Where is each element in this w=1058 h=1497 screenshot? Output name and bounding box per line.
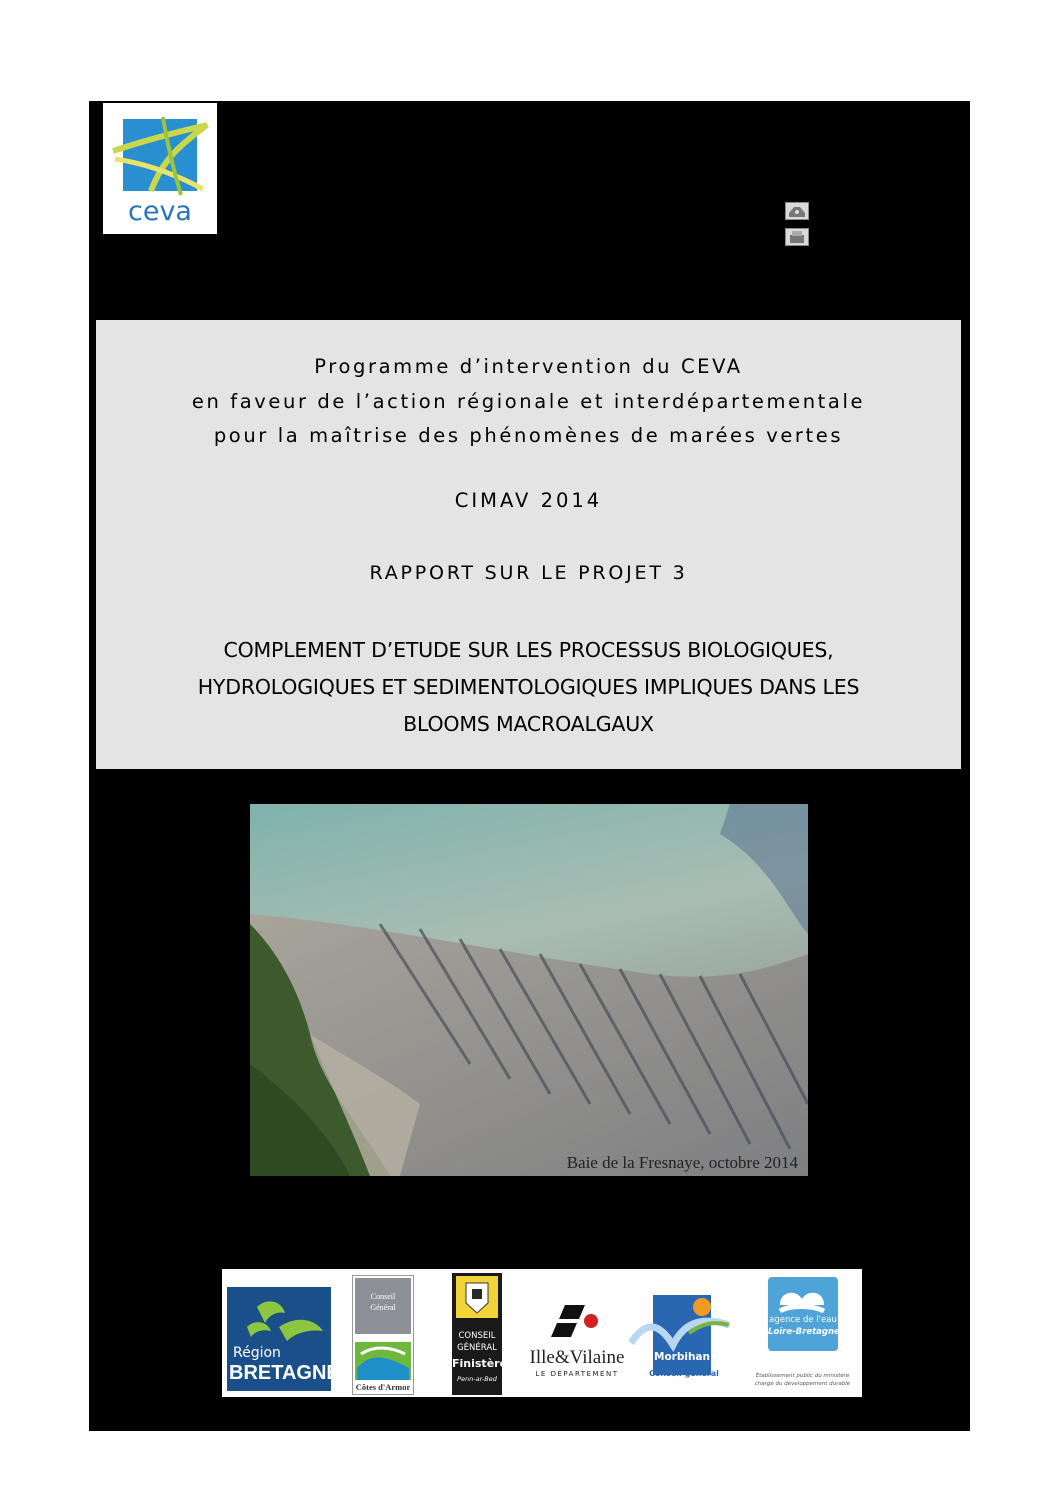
region-bretagne-logo bbox=[227, 1287, 340, 1391]
subject-line-3: BLOOMS MACROALGAUX bbox=[403, 712, 654, 736]
morbihan-label: Morbihan bbox=[654, 1351, 710, 1363]
programme-title bbox=[96, 350, 961, 454]
programme-line-3: pour la maîtrise des phénomènes de marées vertes bbox=[213, 424, 844, 447]
fax-icon bbox=[785, 228, 809, 246]
penn-ar-bed-label: Penn-ar-Bed bbox=[457, 1375, 497, 1383]
agence-ministere-label: chargé du développement durable bbox=[754, 1381, 851, 1387]
subject-line-1: COMPLEMENT D’ETUDE SUR LES PROCESSUS BIOLOGIQUES, bbox=[223, 638, 834, 662]
ceva-logo bbox=[103, 103, 217, 234]
cimav-year: CIMAV 2014 bbox=[454, 489, 603, 512]
photo-caption: Baie de la Fresnaye, octobre 2014 bbox=[566, 1153, 798, 1172]
partner-logos bbox=[222, 1269, 862, 1397]
cover-page bbox=[89, 101, 970, 1431]
cotes-armor-logo bbox=[352, 1275, 414, 1395]
subject-line-2: HYDROLOGIQUES ET SEDIMENTOLOGIQUES IMPLIQUES DANS LES bbox=[197, 675, 860, 699]
region-label: Région bbox=[233, 1345, 281, 1361]
phone-icon bbox=[785, 202, 809, 220]
ceva-wordmark: ceva bbox=[128, 196, 192, 227]
morbihan-logo bbox=[629, 1291, 734, 1383]
finistere-logo bbox=[452, 1273, 508, 1395]
cotes-conseil-label: Conseil bbox=[370, 1292, 396, 1301]
aerial-photo bbox=[250, 804, 808, 1176]
agence-eau-logo bbox=[750, 1275, 855, 1393]
report-subject bbox=[96, 632, 961, 743]
finistere-label: Finistère bbox=[452, 1357, 508, 1370]
bretagne-label: BRETAGNE bbox=[229, 1362, 340, 1384]
cotes-armor-label: Côtes d'Armor bbox=[355, 1382, 411, 1392]
cotes-general-label: Général bbox=[370, 1303, 396, 1312]
finistere-conseil-label: CONSEIL bbox=[458, 1331, 496, 1341]
title-box bbox=[96, 320, 961, 769]
report-project: RAPPORT SUR LE PROJET 3 bbox=[369, 562, 688, 584]
programme-line-2: en faveur de l’action régionale et interdépartementale bbox=[191, 389, 866, 413]
programme-line-1: Programme d’intervention du CEVA bbox=[314, 355, 743, 378]
ille-vilaine-label: Ille&Vilaine bbox=[529, 1347, 625, 1368]
le-departement-label: LE DÉPARTEMENT bbox=[535, 1370, 619, 1378]
agence-public-label: Établissement public du ministère bbox=[755, 1373, 850, 1379]
loire-bretagne-label: Loire-Bretagne bbox=[768, 1327, 840, 1337]
conseil-general-label: Conseil général bbox=[649, 1369, 719, 1378]
agence-label: agence de l'eau bbox=[769, 1315, 837, 1325]
finistere-general-label: GÉNÉRAL bbox=[457, 1343, 497, 1353]
ille-vilaine-logo bbox=[517, 1299, 637, 1379]
